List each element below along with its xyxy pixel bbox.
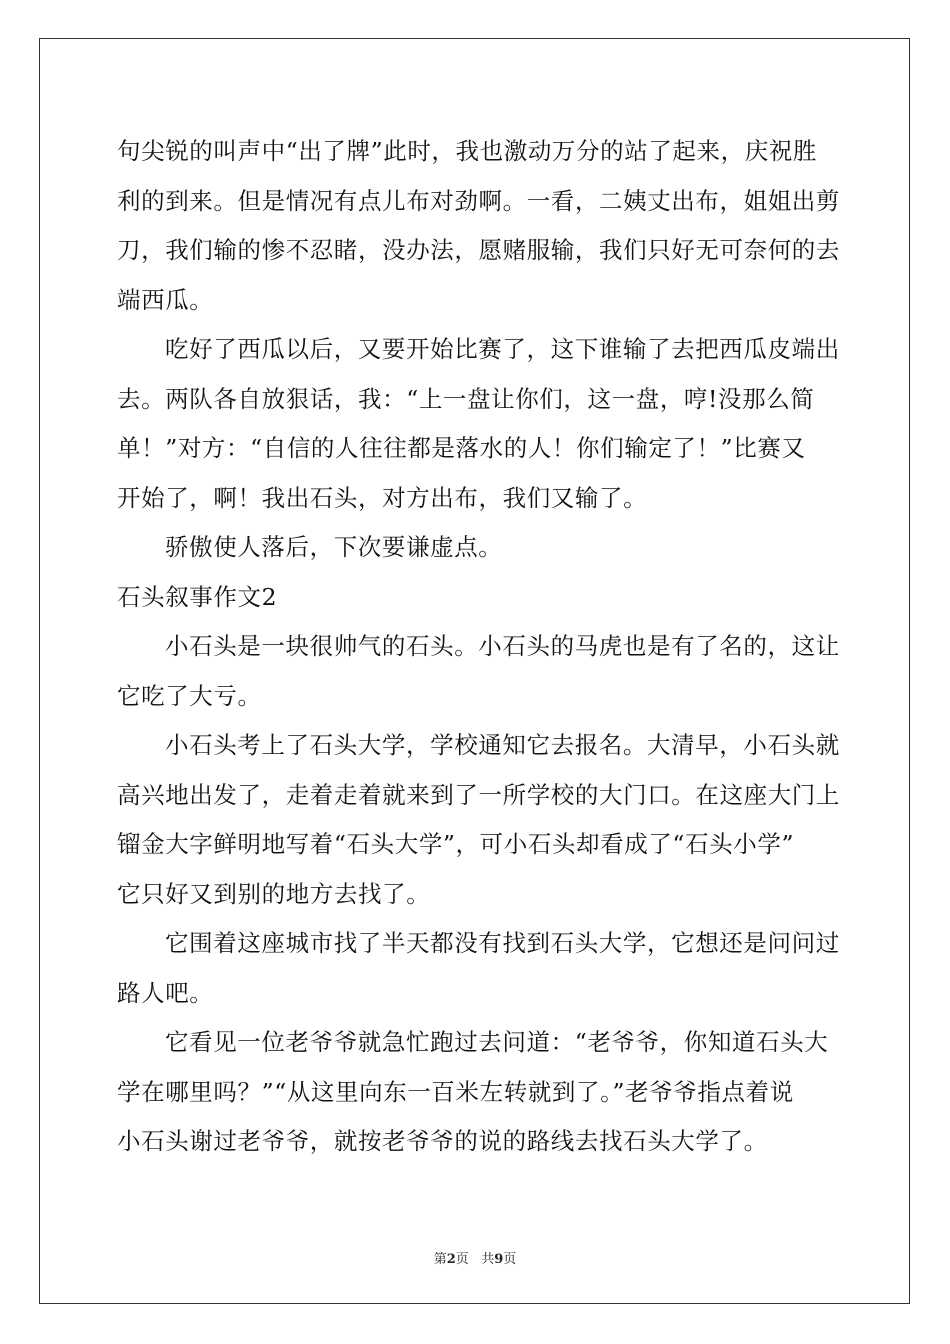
footer-page-suffix: 页 xyxy=(455,1252,469,1267)
text-line: 它只好又到别的地方去找了。 xyxy=(117,879,431,908)
text-line: 路人吧。 xyxy=(117,978,214,1007)
footer-prefix: 第 xyxy=(433,1252,447,1267)
text-line: 它围着这座城市找了半天都没有找到石头大学，它想还是问问过 xyxy=(165,929,840,957)
text-line: 镏金大字鲜明地写着“石头大学”，可小石头却看成了“石头小学” xyxy=(117,830,795,858)
text-line: 它看见一位老爷爷就急忙跑过去问道：“老爷爷，你知道石头大 xyxy=(165,1028,829,1056)
text-line: 开始了，啊！我出石头，对方出布，我们又输了。 xyxy=(117,483,648,512)
footer-total-prefix: 共 xyxy=(481,1252,495,1267)
text-line: 小石头是一块很帅气的石头。小石头的马虎也是有了名的，这让 xyxy=(165,632,840,660)
current-page-number: 2 xyxy=(446,1252,456,1267)
text-line: 利的到来。但是情况有点儿布对劲啊。一看，二姨丈出布，姐姐出剪 xyxy=(117,186,840,215)
text-line: 它吃了大亏。 xyxy=(117,681,262,710)
text-line: 去。两队各自放狠话，我：“上一盘让你们，这一盘，哼!没那么简 xyxy=(117,384,815,413)
total-pages-number: 9 xyxy=(494,1252,504,1267)
text-line: 刀，我们输的惨不忍睹，没办法，愿赌服输，我们只好无可奈何的去 xyxy=(117,236,840,264)
footer-total-suffix: 页 xyxy=(503,1252,517,1267)
text-line: 学在哪里吗？”“从这里向东一百米左转就到了。”老爷爷指点着说 xyxy=(117,1077,794,1106)
text-line: 高兴地出发了，走着走着就来到了一所学校的大门口。在这座大门上 xyxy=(117,780,840,809)
text-line: 骄傲使人落后，下次要谦虚点。 xyxy=(165,533,503,561)
document-body xyxy=(117,127,840,1167)
text-line: 吃好了西瓜以后，又要开始比赛了，这下谁输了去把西瓜皮端出 xyxy=(165,335,840,363)
text-line: 句尖锐的叫声中“出了牌”此时，我也激动万分的站了起来，庆祝胜 xyxy=(117,137,818,165)
text-line: 小石头考上了石头大学，学校通知它去报名。大清早，小石头就 xyxy=(165,731,840,759)
text-line: 小石头谢过老爷爷，就按老爷爷的说的路线去找石头大学了。 xyxy=(117,1127,768,1155)
text-line: 单！”对方：“自信的人往往都是落水的人！你们输定了！”比赛又 xyxy=(117,434,806,462)
page-footer xyxy=(0,1248,950,1267)
text-line: 石头叙事作文2 xyxy=(117,582,278,611)
text-line: 端西瓜。 xyxy=(117,285,214,314)
